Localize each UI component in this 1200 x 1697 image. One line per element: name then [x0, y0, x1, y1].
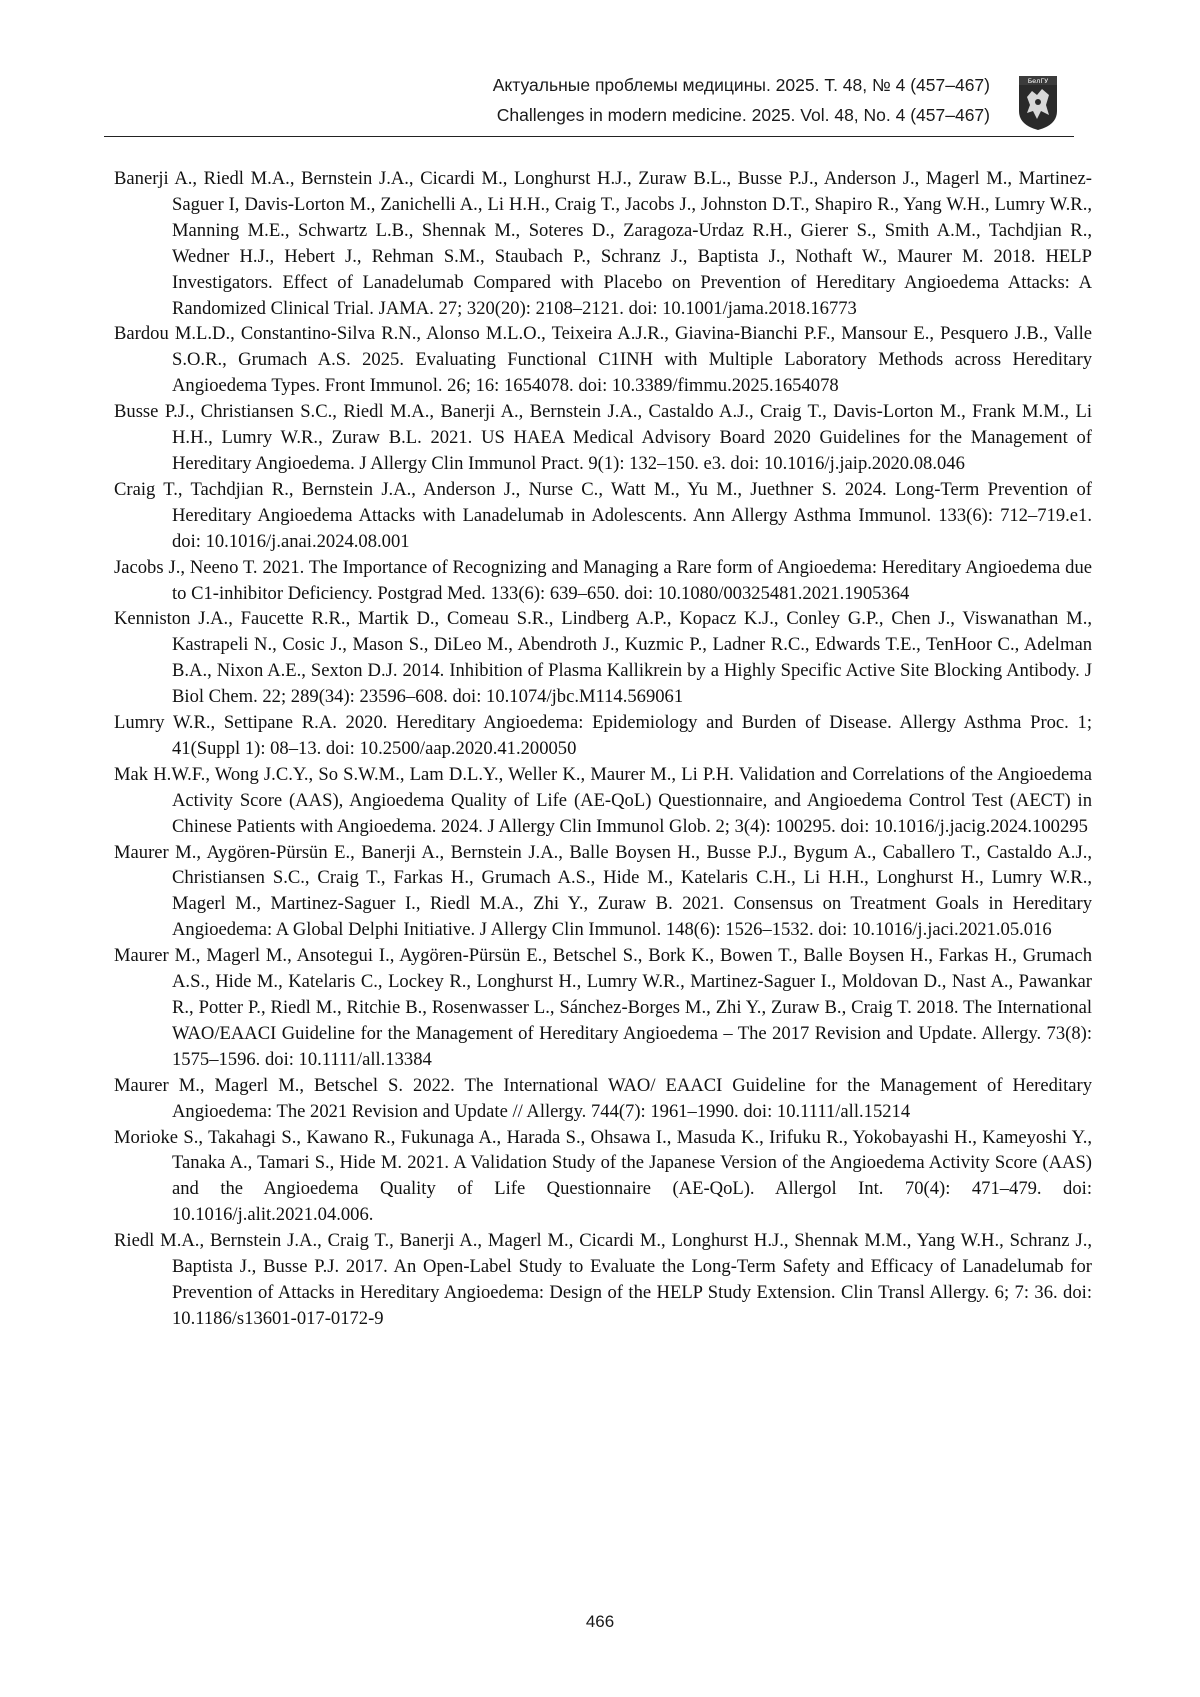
- reference-item: Morioke S., Takahagi S., Kawano R., Fukunaga A., Harada S., Ohsawa I., Masuda K., Irifuku R., Yokobayashi H., Kameyoshi Y., Tanaka A., Tamari S., Hide M. 2021. A Validation Study of the Japanese Version of the Angioedema Activity Score (AAS) and the Angioedema Quality of Life Questionnaire (AE-QoL). Allergol Int. 70(4): 471–479. doi: 10.1016/j.alit.2021.04.006.: [114, 1126, 1092, 1226]
- reference-item: Jacobs J., Neeno T. 2021. The Importance of Recognizing and Managing a Rare form of Angioedema: Hereditary Angioedema due to C1-inhibitor Deficiency. Postgrad Med. 133(6): 639–650. doi: 10.1080/00325481.2021.1905364: [114, 556, 1092, 604]
- reference-list: [114, 166, 1092, 1332]
- header-divider: [104, 136, 1074, 137]
- running-header: [0, 70, 990, 130]
- header-line-en: Challenges in modern medicine. 2025. Vol. 48, No. 4 (457–467): [496, 105, 990, 125]
- reference-item: Kenniston J.A., Faucette R.R., Martik D., Comeau S.R., Lindberg A.P., Kopacz K.J., Conley G.P., Chen J., Viswanathan M., Kastrapeli N., Cosic J., Mason S., DiLeo M., Abendroth J., Kuzmic P., Ladner R.C., Edwards T.E., TenHoor C., Adelman B.A., Nixon A.E., Sexton D.J. 2014. Inhibition of Plasma Kallikrein by a Highly Specific Active Site Blocking Antibody. J Biol Chem. 22; 289(34): 23596–608. doi: 10.1074/jbc.M114.569061: [114, 608, 1092, 708]
- reference-item: Maurer M., Aygören-Pürsün E., Banerji A., Bernstein J.A., Balle Boysen H., Busse P.J., Bygum A., Caballero T., Castaldo A.J., Christiansen S.C., Craig T., Farkas H., Grumach A.S., Hide M., Katelaris C.H., Li H.H., Longhurst H., Lumry W.R., Magerl M., Martinez-Saguer I., Riedl M.A., Zhi Y., Zuraw B. 2021. Consensus on Treatment Goals in Hereditary Angioedema: A Global Delphi Initiative. J Allergy Clin Immunol. 148(6): 1526–1532. doi: 10.1016/j.jaci.2021.05.016: [114, 841, 1092, 941]
- header-line-ru: Актуальные проблемы медицины. 2025. Т. 48, № 4 (457–467): [492, 75, 990, 95]
- logo-text: БелГУ: [1027, 77, 1049, 85]
- reference-item: Busse P.J., Christiansen S.C., Riedl M.A., Banerji A., Bernstein J.A., Castaldo A.J., Craig T., Davis-Lorton M., Frank M.M., Li H.H., Lumry W.R., Zuraw B.L. 2021. US HAEA Medical Advisory Board 2020 Guidelines for the Management of Hereditary Angioedema. J Allergy Clin Immunol Pract. 9(1): 132–150. e3. doi: 10.1016/j.jaip.2020.08.046: [114, 401, 1092, 474]
- reference-item: Riedl M.A., Bernstein J.A., Craig T., Banerji A., Magerl M., Cicardi M., Longhurst H.J., Shennak M.M., Yang W.H., Schranz J., Baptista J., Busse P.J. 2017. An Open-Label Study to Evaluate the Long-Term Safety and Efficacy of Lanadelumab for Prevention of Attacks in Hereditary Angioedema: Design of the HELP Study Extension. Clin Transl Allergy. 6; 7: 36. doi: 10.1186/s13601-017-0172-9: [114, 1230, 1092, 1329]
- university-logo: [1018, 75, 1058, 131]
- page-number: 466: [585, 1612, 615, 1631]
- reference-item: Craig T., Tachdjian R., Bernstein J.A., Anderson J., Nurse C., Watt M., Yu M., Juethner S. 2024. Long-Term Prevention of Hereditary Angioedema Attacks with Lanadelumab in Adolescents. Ann Allergy Asthma Immunol. 133(6): 712–719.e1. doi: 10.1016/j.anai.2024.08.001: [114, 478, 1092, 552]
- reference-item: Lumry W.R., Settipane R.A. 2020. Hereditary Angioedema: Epidemiology and Burden of Disease. Allergy Asthma Proc. 1; 41(Suppl 1): 08–13. doi: 10.2500/aap.2020.41.200050: [114, 712, 1092, 759]
- reference-item: Maurer M., Magerl M., Ansotegui I., Aygören-Pürsün E., Betschel S., Bork K., Bowen T., Balle Boysen H., Farkas H., Grumach A.S., Hide M., Katelaris C., Lockey R., Longhurst H., Lumry W.R., Martinez-Saguer I., Moldovan D., Nast A., Pawankar R., Potter P., Riedl M., Ritchie B., Rosenwasser L., Sánchez-Borges M., Zhi Y., Zuraw B., Craig T. 2018. The International WAO/EAACI Guideline for the Management of Hereditary Angioedema – The 2017 Revision and Update. Allergy. 73(8): 1575–1596. doi: 10.1111/all.13384: [114, 945, 1092, 1070]
- reference-item: Maurer M., Magerl M., Betschel S. 2022. The International WAO/ EAACI Guideline for the Management of Hereditary Angioedema: The 2021 Revision and Update // Allergy. 744(7): 1961–1990. doi: 10.1111/all.15214: [114, 1074, 1092, 1122]
- reference-item: Mak H.W.F., Wong J.C.Y., So S.W.M., Lam D.L.Y., Weller K., Maurer M., Li P.H. Validation and Correlations of the Angioedema Activity Score (AAS), Angioedema Quality of Life (AE-QoL) Questionnaire, and Angioedema Control Test (AECT) in Chinese Patients with Angioedema. 2024. J Allergy Clin Immunol Glob. 2; 3(4): 100295. doi: 10.1016/j.jacig.2024.100295: [114, 763, 1092, 837]
- reference-item: Bardou M.L.D., Constantino-Silva R.N., Alonso M.L.O., Teixeira A.J.R., Giavina-Bianchi P.F., Mansour E., Pesquero J.B., Valle S.O.R., Grumach A.S. 2025. Evaluating Functional C1INH with Multiple Laboratory Methods across Hereditary Angioedema Types. Front Immunol. 26; 16: 1654078. doi: 10.3389/fimmu.2025.1654078: [114, 323, 1092, 397]
- reference-item: Banerji A., Riedl M.A., Bernstein J.A., Cicardi M., Longhurst H.J., Zuraw B.L., Busse P.J., Anderson J., Magerl M., Martinez-Saguer I, Davis-Lorton M., Zanichelli A., Li H.H., Craig T., Jacobs J., Johnston D.T., Shapiro R., Yang W.H., Lumry W.R., Manning M.E., Schwartz L.B., Shennak M., Soteres D., Zaragoza-Urdaz R.H., Gierer S., Smith A.M., Tachdjian R., Wedner H.J., Hebert J., Rehman S.M., Staubach P., Schranz J., Baptista J., Nothaft W., Maurer M. 2018. HELP Investigators. Effect of Lanadelumab Compared with Placebo on Prevention of Hereditary Angioedema Attacks: A Randomized Clinical Trial. JAMA. 27; 320(20): 2108–2121. doi: 10.1001/jama.2018.16773: [114, 168, 1092, 319]
